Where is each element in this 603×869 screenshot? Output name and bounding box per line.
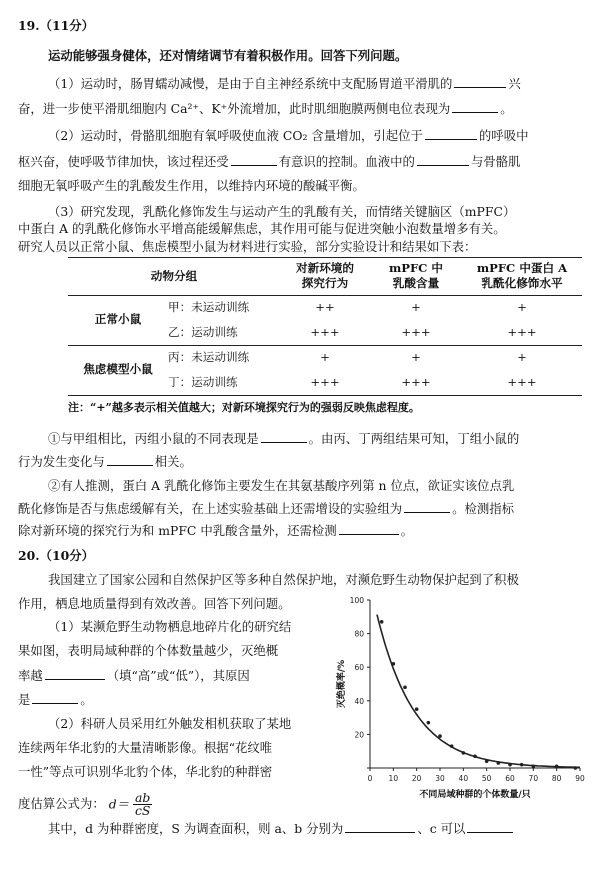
row-label-anxiety: 焦虑模型小鼠 <box>83 362 153 376</box>
y-tick-label: 40 <box>354 696 364 706</box>
data-point <box>532 765 536 769</box>
q20-part1-line4: 是 。 <box>18 692 93 707</box>
data-point <box>473 754 477 758</box>
x-axis-label: 不同局域种群的个体数量/只 <box>419 790 531 800</box>
chart-labels <box>335 596 585 800</box>
q19-part3-line1: （3）研究发现，乳酰化修饰发生与运动产生的乳酸有关，而情绪关键脑区（mPFC） <box>48 204 516 219</box>
extinction-probability-chart <box>330 590 592 805</box>
data-point <box>462 751 466 755</box>
data-point <box>574 766 578 770</box>
chart-axes <box>367 600 580 771</box>
y-tick-label: 80 <box>354 629 364 639</box>
x-tick-label: 30 <box>435 774 445 783</box>
x-tick-label: 70 <box>528 774 539 783</box>
x-tick-label: 10 <box>388 774 399 783</box>
answer-blank[interactable] <box>345 820 415 833</box>
x-tick-label: 0 <box>367 774 373 783</box>
table-row: 丁：运动训练 +++ +++ +++ <box>168 374 537 389</box>
x-tick-label: 40 <box>458 774 469 783</box>
q19-sub1-line1: ①与甲组相比，丙组小鼠的不同表现是 。由丙、丁两组结果可知，丁组小鼠的 <box>48 431 520 446</box>
answer-blank[interactable] <box>404 500 450 513</box>
y-axis-label: 灭绝概率/% <box>337 659 347 709</box>
header-explore: 对新环境的 探究行为 <box>296 261 354 290</box>
q19-part2-line2: 枢兴奋，使呼吸节律加快，该过程还受 有意识的控制。血液中的 与骨骼肌 <box>18 154 521 169</box>
q20-part1-line3: 率越 （填“高”或“低”），其原因 <box>18 668 250 683</box>
data-point <box>415 707 419 711</box>
y-tick-label: 20 <box>354 730 364 740</box>
data-point <box>403 686 407 690</box>
q19-part1-line1: （1）运动时，肠胃蠕动减慢，是由于自主神经系统中支配肠胃道平滑肌的 兴 <box>48 76 521 91</box>
x-tick-label: 60 <box>505 774 515 783</box>
table-note: 注：“+”越多表示相关值越大；对新环境探究行为的强弱反映焦虑程度。 <box>68 401 420 414</box>
density-formula: d＝ $\frac{ab}{cS}$ <box>108 790 151 818</box>
answer-blank[interactable] <box>452 100 498 113</box>
table-row: 焦虑模型小鼠 丙：未运动训练 + + + <box>68 344 582 369</box>
q20-part2-line4: 度估算公式为： d＝ $\frac{ab}{cS}$ <box>18 790 151 818</box>
x-tick-label: 50 <box>481 774 492 783</box>
answer-blank[interactable] <box>417 153 469 166</box>
x-tick-label: 90 <box>575 774 585 783</box>
q20-part1-line1: （1）某濒危野生动物栖息地碎片化的研究结 <box>48 619 292 634</box>
header-lactate: mPFC 中 乳酸含量 <box>388 261 444 290</box>
table-bottom-rule <box>68 395 582 396</box>
q19-part1-line2: 奋，进一步使平滑肌细胞内 Ca²⁺、K⁺外流增加，此时肌细胞膜两侧电位表现为 。 <box>18 101 513 116</box>
q19-part3-line2: 中蛋白 A 的乳酰化修饰水平增高能缓解焦虑，其作用可能与促进突触小泡数量增多有关。 <box>18 221 506 236</box>
data-point <box>450 744 454 748</box>
answer-blank[interactable] <box>32 691 78 704</box>
q19-header: 19.（11分） <box>18 18 94 33</box>
q19-sub2-line3: 除对新环境的探究行为和 mPFC 中乳酸含量外，还需检测 。 <box>18 523 414 538</box>
q20-header: 20.（10分） <box>18 548 94 563</box>
chart-fit-curve <box>377 615 580 768</box>
answer-blank[interactable] <box>45 667 105 680</box>
table-header-row <box>68 258 582 294</box>
data-point <box>438 734 442 738</box>
chart-points <box>380 620 577 770</box>
data-point <box>427 721 431 725</box>
q19-sub1-line2: 行为发生变化与 相关。 <box>18 454 192 469</box>
table-row: 正常小鼠 甲：未运动训练 ++ + + <box>68 294 582 319</box>
answer-blank[interactable] <box>467 820 513 833</box>
data-point <box>520 763 524 767</box>
answer-blank[interactable] <box>425 127 477 140</box>
answer-blank[interactable] <box>231 153 277 166</box>
q20-part1-line2: 果如图，表明局域种群的个体数量越少，灭绝概 <box>18 643 279 658</box>
data-point <box>392 662 396 666</box>
q19-sub2-line2: 酰化修饰是否与焦虑缓解有关，在上述实验基础上还需增设的实验组为 。检测指标 <box>18 501 515 516</box>
row-label-normal: 正常小鼠 <box>94 312 142 326</box>
q19-sub2-line1: ②有人推测，蛋白 A 乳酰化修饰主要发生在其氨基酸序列第 n 位点，欲证实该位点乳 <box>48 478 515 493</box>
y-tick-label: 60 <box>354 663 364 673</box>
data-point <box>485 759 489 763</box>
answer-blank[interactable] <box>454 75 506 88</box>
header-level: mPFC 中蛋白 A 乳酰化修饰水平 <box>476 261 568 290</box>
answer-blank[interactable] <box>261 430 307 443</box>
header-group: 动物分组 <box>150 268 198 283</box>
data-point <box>508 763 512 767</box>
table-row: 乙：运动训练 +++ +++ +++ <box>168 324 537 339</box>
data-point <box>555 765 559 769</box>
data-point <box>497 761 501 765</box>
q20-intro-line2: 作用，栖息地质量得到有效改善。回答下列问题。 <box>18 596 291 611</box>
experiment-table <box>68 258 582 394</box>
q19-intro: 运动能够强身健体，还对情绪调节有着积极作用。回答下列问题。 <box>48 48 408 63</box>
fit-curve-line <box>377 615 580 768</box>
q20-part2-line5: 其中，d 为种群密度，S 为调查面积，则 a、b 分别为 、c 可以 <box>48 820 515 837</box>
x-tick-label: 20 <box>411 774 422 783</box>
q19-part2-line1: （2）运动时，骨骼肌细胞有氧呼吸使血液 CO₂ 含量增加，引起位于 的呼吸中 <box>48 128 529 143</box>
q20-part2-line1: （2）科研人员采用红外触发相机获取了某地 <box>48 716 292 731</box>
q20-intro-line1: 我国建立了国家公园和自然保护区等多种自然保护地，对濒危野生动物保护起到了积极 <box>48 572 519 587</box>
q19-part3-line3: 研究人员以正常小鼠、焦虑模型小鼠为材料进行实验，部分实验设计和结果如下表： <box>18 239 477 254</box>
q19-part2-line3: 细胞无氧呼吸产生的乳酸发生作用，以维持内环境的酸碱平衡。 <box>18 178 365 193</box>
q20-part2-line3: 一性”等点可识别华北豹个体，华北豹的种群密 <box>18 764 273 779</box>
data-point <box>380 620 384 624</box>
x-tick-label: 80 <box>551 774 562 783</box>
y-tick-label: 100 <box>349 596 364 605</box>
answer-blank[interactable] <box>339 522 399 535</box>
q20-part2-line2: 连续两年华北豹的大量清晰影像。根据“花纹唯 <box>18 740 273 755</box>
answer-blank[interactable] <box>107 453 153 466</box>
